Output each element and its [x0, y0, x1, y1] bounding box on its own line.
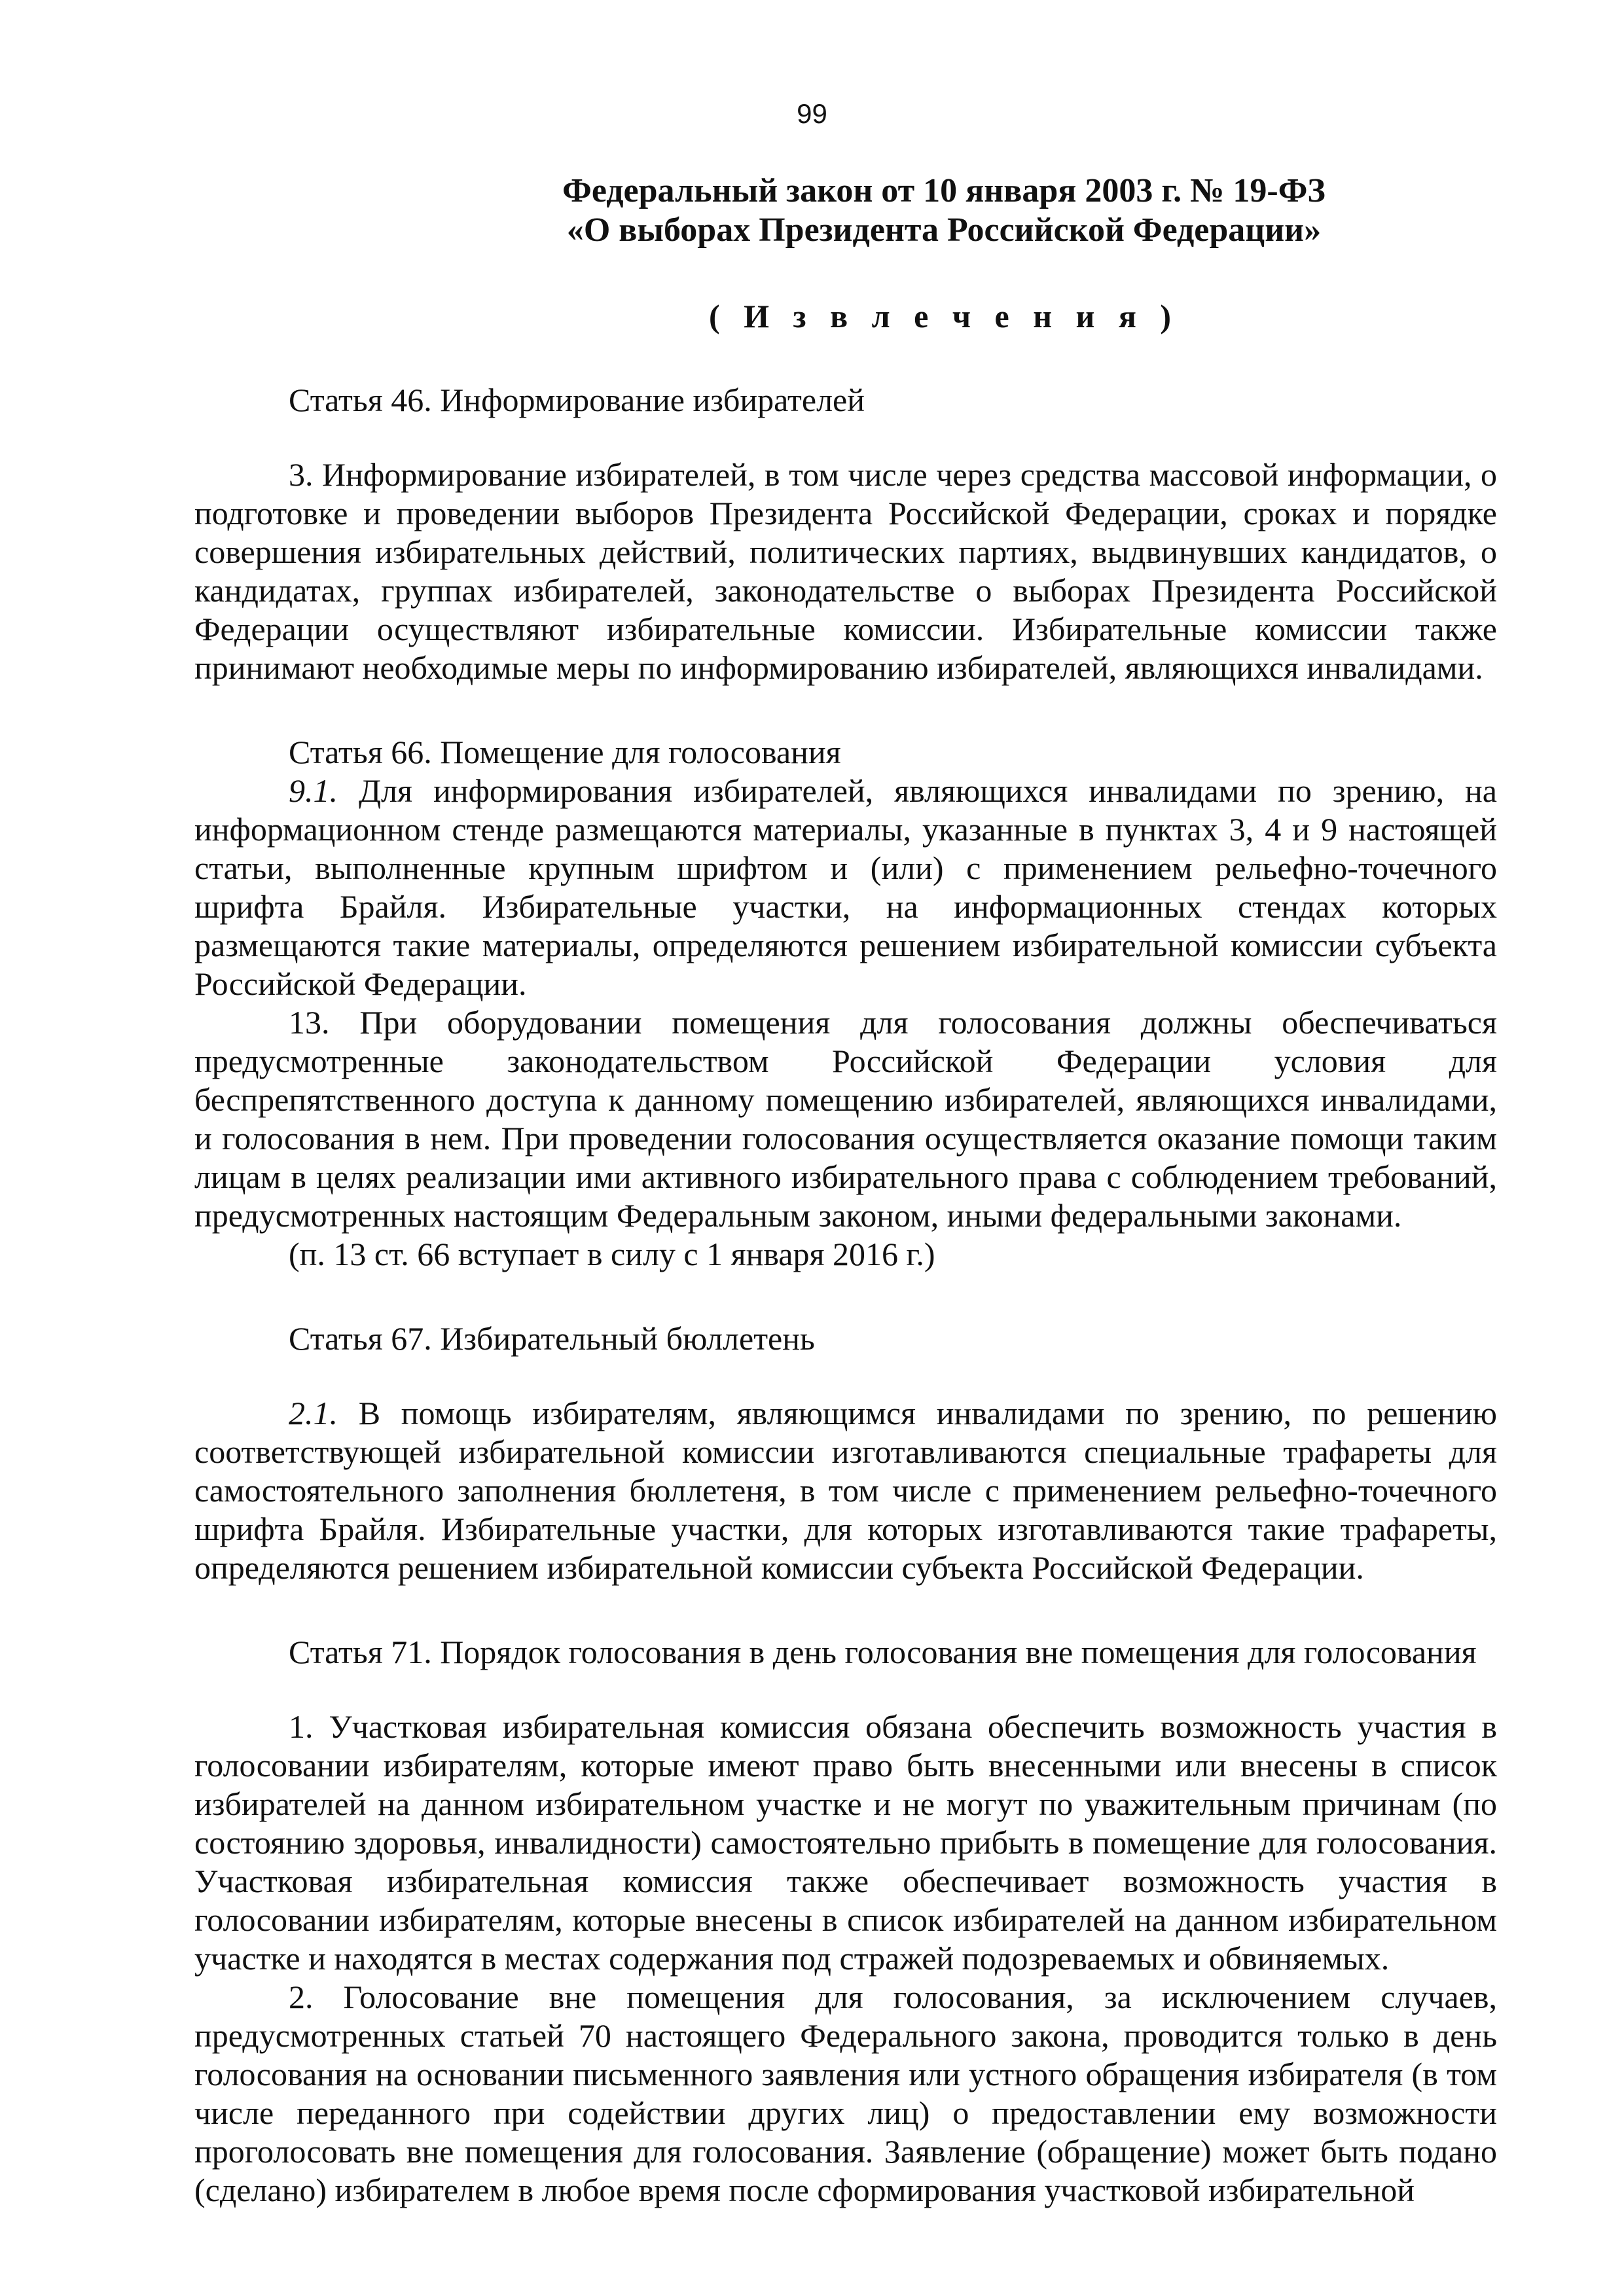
article-66-paragraph-13: 13. При оборудовании помещения для голосования должны обеспечиваться предусмотренные законодательством Российской Федерации условия для беспрепятственного доступа к данному помещению избирателей, являющихся инвалидами, и голосования в нем. При проведении голосования осуществляется оказание помощи таким лицам в целях реализации ими активного избирательного права с соблюдением требований, предусмотренных настоящим Федеральным законом, иными федеральными законами.	[194, 1004, 1497, 1234]
article-66-note: (п. 13 ст. 66 вступает в силу с 1 января 2016 г.)	[289, 1236, 935, 1272]
article-71-heading: Статья 71. Порядок голосования в день голосования вне помещения для голосования	[289, 1634, 1477, 1670]
article-71-paragraph-1: 1. Участковая избирательная комиссия обязана обеспечить возможность участия в голосовании избирателям, которые имеют право быть внесенными или внесены в список избирателей на данном избирательном участке и не могут по уважительным причинам (по состоянию здоровья, инвалидности) самостоятельно прибыть в помещение для голосования. Участковая избирательная комиссия также обеспечивает возможность участия в голосовании избирателям, которые внесены в список избирателей на данном избирательном участке и находятся в местах содержания под стражей подозреваемых и обвиняемых.	[194, 1708, 1497, 1977]
article-46-heading: Статья 46. Информирование избирателей	[289, 382, 865, 418]
paragraph-text: Для информирования избирателей, являющихся инвалидами по зрению, на информационном стенде размещаются материалы, указанные в пунктах 3, 4 и 9 настоящей статьи, выполненные крупным шрифтом и (или) с применением рельефно-точечного шрифта Брайля. Избирательные участки, на информационных стендах которых размещаются такие материалы, определяются решением избирательной комиссии субъекта Российской Федерации.	[194, 772, 1497, 1002]
page-number: 99	[797, 98, 827, 129]
article-46-paragraph-3: 3. Информирование избирателей, в том числе через средства массовой информации, о подготовке и проведении выборов Президента Российской Федерации, сроках и порядке совершения избирательных действий, политических партиях, выдвинувших кандидатов, о кандидатах, группах избирателей, законодательстве о выборах Президента Российской Федерации осуществляют избирательные комиссии. Избирательные комиссии также принимают необходимые меры по информированию избирателей, являющихся инвалидами.	[194, 456, 1497, 686]
excerpt-label: ( И з в л е ч е н и я )	[708, 298, 1180, 334]
paragraph-number: 2.1.	[289, 1395, 338, 1431]
document-title	[194, 171, 1497, 250]
article-67-heading: Статья 67. Избирательный бюллетень	[289, 1320, 815, 1357]
document-body	[194, 171, 1497, 2210]
article-66-heading: Статья 66. Помещение для голосования	[289, 734, 841, 770]
article-66-paragraph-9-1	[194, 772, 1497, 1003]
article-71-paragraph-2: 2. Голосование вне помещения для голосования, за исключением случаев, предусмотренных статьей 70 настоящего Федерального закона, проводится только в день голосования на основании письменного заявления или устного обращения избирателя (в том числе переданного при содействии других лиц) о предоставлении ему возможности проголосовать вне помещения для голосования. Заявление (обращение) может быть подано (сделано) избирателем в любое время после сформирования участковой избирательной	[194, 1979, 1497, 2208]
title-line-2: «О выборах Президента Российской Федерации»	[566, 211, 1322, 249]
paragraph-number: 9.1.	[289, 772, 338, 809]
title-line-1: Федеральный закон от 10 января 2003 г. № 19-ФЗ	[562, 172, 1326, 209]
paragraph-text: В помощь избирателям, являющимся инвалидами по зрению, по решению соответствующей избирательной комиссии изготавливаются специальные трафареты для самостоятельного заполнения бюллетеня, в том числе с применением рельефно-точечного шрифта Брайля. Избирательные участки, для которых изготавливаются такие трафареты, определяются решением избирательной комиссии субъекта Российской Федерации.	[194, 1395, 1497, 1586]
article-67-paragraph-2-1	[194, 1394, 1497, 1587]
